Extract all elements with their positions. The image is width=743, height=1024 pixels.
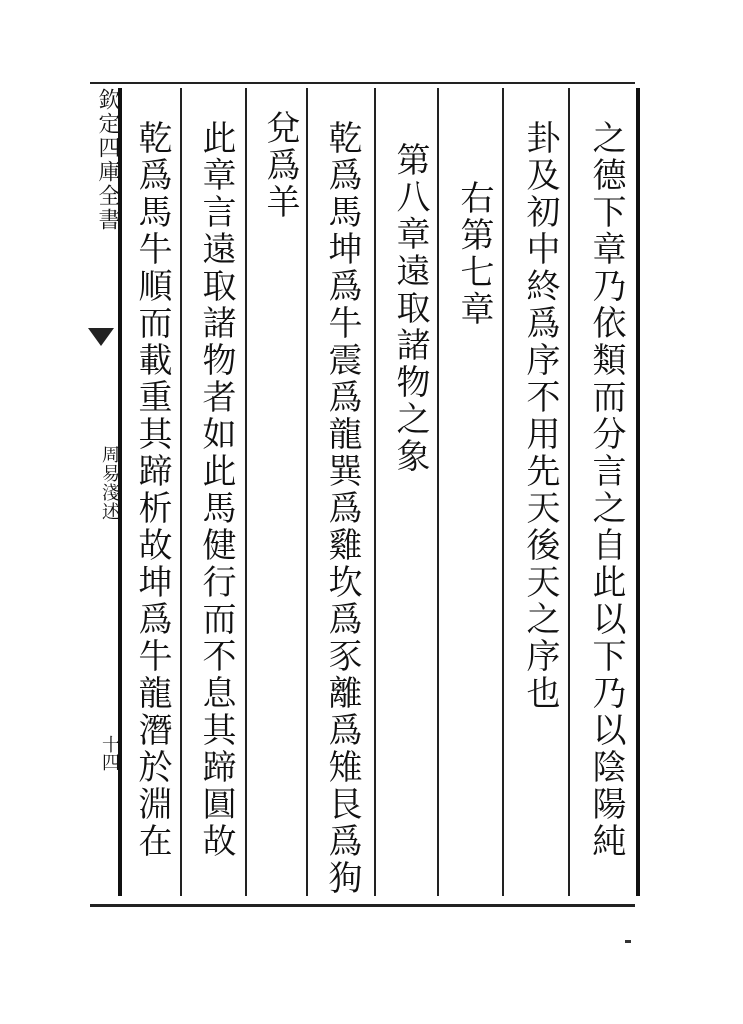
- column-rule: [502, 88, 504, 896]
- column-rule: [245, 88, 247, 896]
- book-title: 周易淺述: [99, 445, 120, 521]
- text-column-5: 乾爲馬坤爲牛震爲龍巽爲雞坎爲豕離爲雉艮爲狗: [322, 120, 362, 897]
- column-rule: [568, 88, 570, 896]
- column-rule: [374, 88, 376, 896]
- column-rule: [636, 88, 640, 896]
- book-series-title: 欽定四庫全書: [95, 88, 120, 232]
- text-column-7: 此章言遠取諸物者如此馬健行而不息其蹄圓故: [196, 120, 236, 860]
- column-rule: [180, 88, 182, 896]
- text-column-1: 之德下章乃依類而分言之自此以下乃以陰陽純: [586, 120, 626, 860]
- column-rule: [437, 88, 439, 896]
- text-column-3: 右第七章: [454, 180, 494, 328]
- text-column-2: 卦及初中終爲序不用先天後天之序也: [520, 120, 560, 712]
- page-number: 十四: [99, 735, 120, 771]
- ink-speck: [625, 940, 631, 943]
- text-column-8: 乾爲馬牛順而載重其蹄析故坤爲牛龍潛於淵在: [132, 120, 172, 860]
- text-column-6: 兌爲羊: [260, 110, 300, 221]
- text-column-4: 第八章遠取諸物之象: [390, 142, 430, 475]
- column-rule: [306, 88, 308, 896]
